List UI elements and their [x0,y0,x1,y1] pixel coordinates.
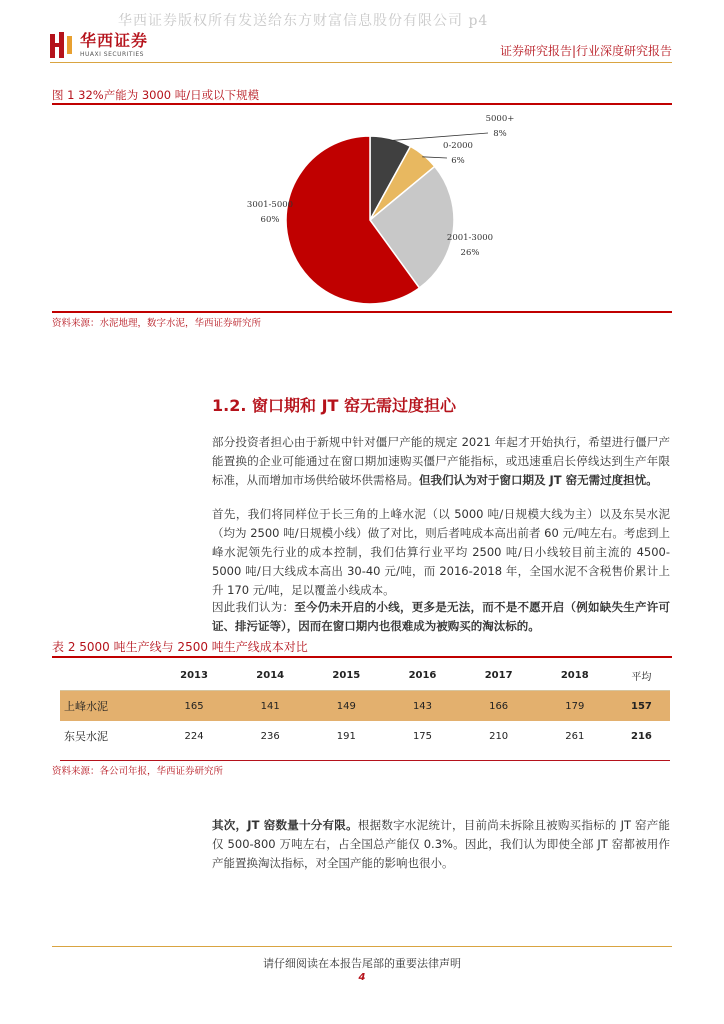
paragraph-2 [212,505,670,600]
cell: 210 [489,730,509,742]
paragraph-1 [212,433,670,490]
table-header-2018: 2018 [537,660,613,691]
table-header-corner [60,660,156,691]
row-name: 上峰水泥 [60,691,156,722]
cell-average: 216 [630,730,652,742]
cell-average: 157 [613,691,670,722]
pie-pct-2001-3000: 26% [460,248,480,258]
watermark: 华西证券版权所有发送给东方财富信息股份有限公司 p4 [118,13,489,29]
figure-bottom-rule [52,311,672,313]
pie-pct-5000plus: 8% [493,129,507,139]
page-number: 4 [358,972,366,983]
pie-label-2001-3000: 2001-3000 [446,233,494,243]
company-logo [50,32,148,58]
pie-label-3001-5000: 3001-5000 [246,200,294,210]
table-row [60,691,670,722]
paragraph-4 [212,816,670,873]
table-header-average: 平均 [613,660,670,691]
table-top-rule [52,656,672,658]
table-header-2016: 2016 [384,660,460,691]
report-type: 证券研究报告|行业深度研究报告 [499,44,672,58]
cell: 175 [412,730,433,742]
pie-pct-0-2000: 6% [451,156,465,166]
figure-top-rule [52,103,672,105]
section-heading: 1.2. 窗口期和 JT 窑无需过度担心 [212,396,457,415]
row-name: 东吴水泥 [64,730,108,743]
table-header-2013: 2013 [156,660,232,691]
table-header-2017: 2017 [461,660,537,691]
table-source: 资料来源：各公司年报，华西证券研究所 [52,766,224,777]
legal-notice: 请仔细阅读在本报告尾部的重要法律声明 [263,957,461,970]
table-row [60,721,670,751]
table-title: 表 2 5000 吨生产线与 2500 吨生产线成本对比 [52,640,308,654]
cost-comparison-table [60,660,670,751]
paragraph-4-text: 根据数字水泥统计，目前尚未拆除且被购买指标的 JT 窑产能仅 500-800 万吨左右，占全国总产能仅 0.3%。因此，我们认为即使全部 JT 窑都被用作产能置换淘汰指标，对全国产能的影响也很小。 [212,818,670,870]
cell: 143 [384,691,460,722]
paragraph-3 [212,598,670,636]
paragraph-3-text: 因此我们认为： [212,600,295,614]
footer-divider [52,946,672,947]
cell: 236 [260,730,280,742]
header-divider [50,62,672,63]
paragraph-1-emphasis: 但我们认为对于窗口期及 JT 窑无需过度担忧。 [419,473,658,487]
paragraph-3-emphasis: 至今仍未开启的小线，更多是无法，而不是不愿开启（例如缺失生产许可证、排污证等），因而在窗口期内也很难成为被购买的淘汰标的。 [212,600,670,633]
table-header-2014: 2014 [232,660,308,691]
paragraph-1-text: 部分投资者担心由于新规中针对僵尸产能的规定 2021 年起才开始执行，希望进行僵尸产能置换的企业可能通过在窗口期加速购买僵尸产能指标，或迅速重启长停线达到生产年限标准，从而增加市场供给破坏供需格局。 [212,435,670,487]
cell: 141 [232,691,308,722]
pie-pct-3001-5000: 60% [260,215,280,225]
logo-text-cn: 华西证券 [80,31,149,50]
logo-text-en: HUAXI SECURITIES [80,51,144,58]
huaxi-logo-icon [50,32,72,58]
paragraph-4-emphasis: 其次，JT 窑数量十分有限。 [212,818,358,832]
paragraph-2-text: 首先，我们将同样位于长三角的上峰水泥（以 5000 吨/日规模大线为主）以及东吴水泥（均为 2500 吨/日规模小线）做了对比，则后者吨成本高出前者 60 元/吨左右。考虑到上峰水泥领先行业的成本控制，我们估算行业平均 2500 吨/日小线较目前主流的 4500-5000 吨/日大线成本高出 30-40 元/吨，而 2016-2018 年，全国水泥不含税售价累计上升 170 元/吨，足以覆盖小线成本。 [212,507,670,597]
cell: 224 [184,730,204,742]
cell: 165 [156,691,232,722]
pie-label-0-2000: 0-2000 [443,141,473,151]
table-header-2015: 2015 [308,660,384,691]
cell: 179 [537,691,613,722]
figure-source: 资料来源：水泥地理，数字水泥，华西证券研究所 [52,318,262,329]
cell: 191 [336,730,356,742]
pie-chart [52,108,672,312]
table-header-row [60,660,670,691]
pie-leader-line [390,133,488,141]
figure-title: 图 1 32%产能为 3000 吨/日或以下规模 [52,88,260,102]
cell: 261 [565,730,585,742]
cell: 149 [308,691,384,722]
pie-label-5000plus: 5000+ [485,114,515,124]
cell: 166 [461,691,537,722]
